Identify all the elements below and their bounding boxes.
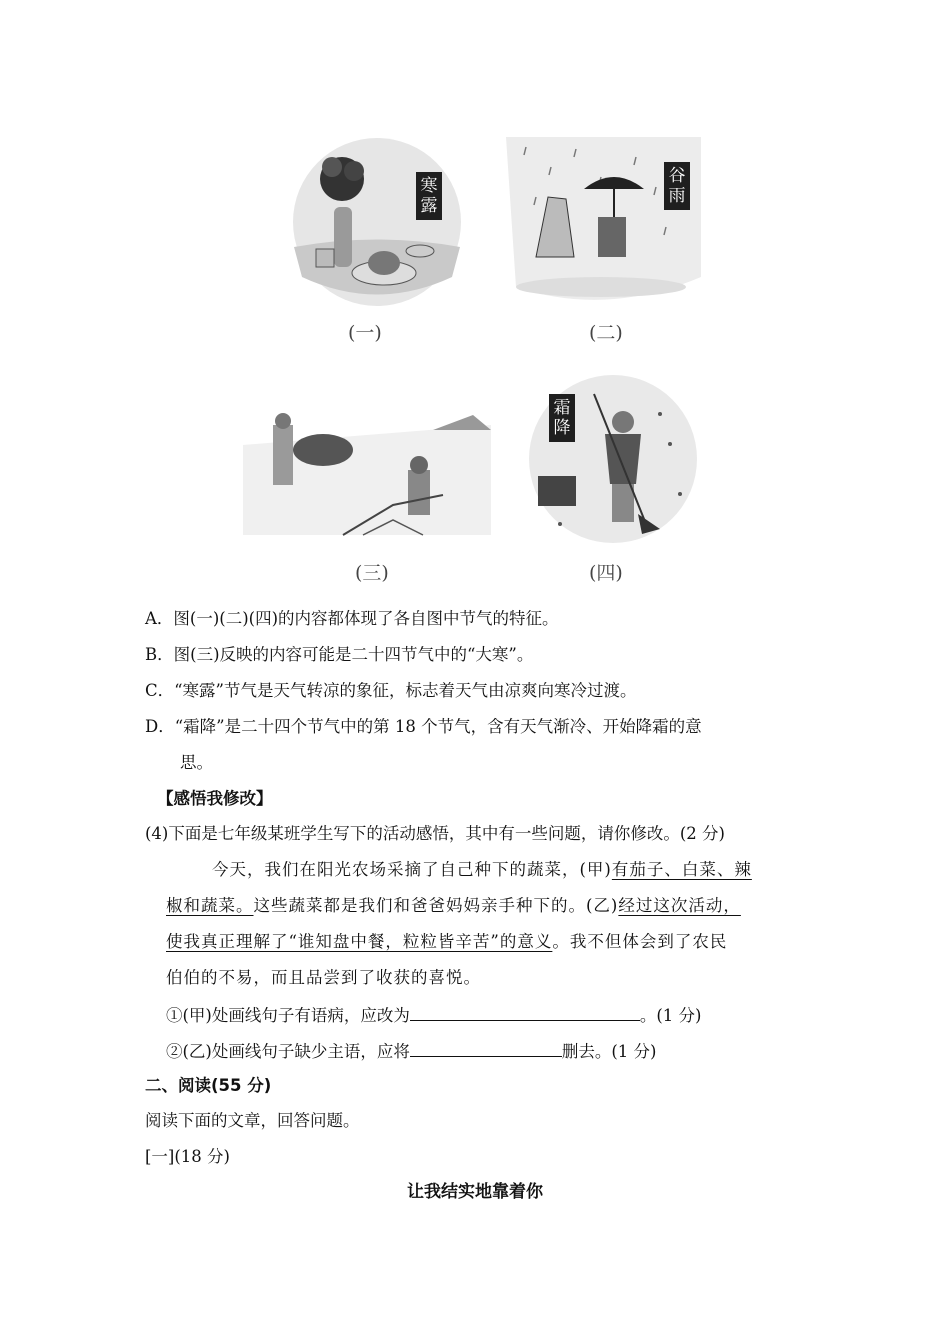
option-d-continuation: 思。 [180,753,213,772]
figure-2-label [664,162,690,210]
underlined-sentence-yi-end: 使我真正理解了“谁知盘中餐，粒粒皆辛苦”的意义 [166,932,553,951]
sub-question-1-score: 。(1 分) [639,1006,702,1025]
figure-2-label-char-2: 雨 [668,186,686,206]
figure-4-label-char-2: 降 [553,418,571,438]
answer-blank-1[interactable] [410,1004,640,1021]
figure-2-caption: (二) [589,322,623,344]
figure-4-caption: (四) [589,562,623,584]
figure-2-label-char-1: 谷 [668,166,686,186]
underlined-sentence-jia-end: 椒和蔬菜。 [166,896,254,915]
figure-1-cold-dew [292,137,462,307]
passage-line-4: 伯伯的不易，而且品尝到了收获的喜悦。 [166,968,481,987]
passage-text: 今天，我们在阳光农场采摘了自己种下的蔬菜，(甲) [212,860,612,879]
figure-1-label [416,172,442,220]
sub-question-1-text: ①(甲)处画线句子有语病，应改为 [166,1006,410,1025]
reading-subsection: [一](18 分) [145,1147,230,1166]
answer-blank-2[interactable] [410,1040,562,1057]
option-b: B．图(三)反映的内容可能是二十四节气中的“大寒”。 [145,645,534,664]
figure-3-illustration [243,385,491,545]
passage-text: 。我不但体会到了农民 [552,932,728,951]
option-a: A．图(一)(二)(四)的内容都体现了各自图中节气的特征。 [145,609,559,628]
figure-1-illustration [292,137,462,307]
figure-4-illustration [520,374,706,544]
figure-1-label-char-2: 露 [420,196,438,216]
figure-1-label-char-1: 寒 [420,176,438,196]
figure-3-caption: (三) [355,562,389,584]
figure-3-plowing [243,385,491,545]
figure-4-label [549,394,575,442]
question-4-stem: (4)下面是七年级某班学生写下的活动感悟，其中有一些问题，请你修改。(2 分) [145,824,725,843]
figure-4-frost-descent [520,374,706,544]
figure-1-caption: (一) [348,322,382,344]
figure-4-label-char-1: 霜 [553,398,571,418]
passage-text: 这些蔬菜都是我们和爸爸妈妈亲手种下的。(乙) [253,896,619,915]
passage-line-2 [166,896,741,916]
underlined-sentence-jia: 有茄子、白菜、辣 [611,860,752,879]
passage-line-1 [212,860,752,880]
option-d: D．“霜降”是二十四个节气中的第 18 个节气，含有天气渐冷、开始降霜的意 [145,717,702,736]
passage-line-3 [166,932,727,952]
sub-question-1 [166,1004,702,1026]
underlined-sentence-yi: 经过这次活动， [618,896,741,915]
article-title: 让我结实地靠着你 [407,1182,543,1202]
reading-instruction: 阅读下面的文章，回答问题。 [145,1111,360,1130]
part-2-heading: 二、阅读(55 分) [145,1076,272,1095]
sub-question-2-score: 删去。(1 分) [561,1042,657,1061]
section-heading: 【感悟我修改】 [157,789,273,808]
option-c: C．“寒露”节气是天气转凉的象征，标志着天气由凉爽向寒冷过渡。 [145,681,637,700]
sub-question-2-text: ②(乙)处画线句子缺少主语，应将 [166,1042,410,1061]
sub-question-2 [166,1040,657,1062]
